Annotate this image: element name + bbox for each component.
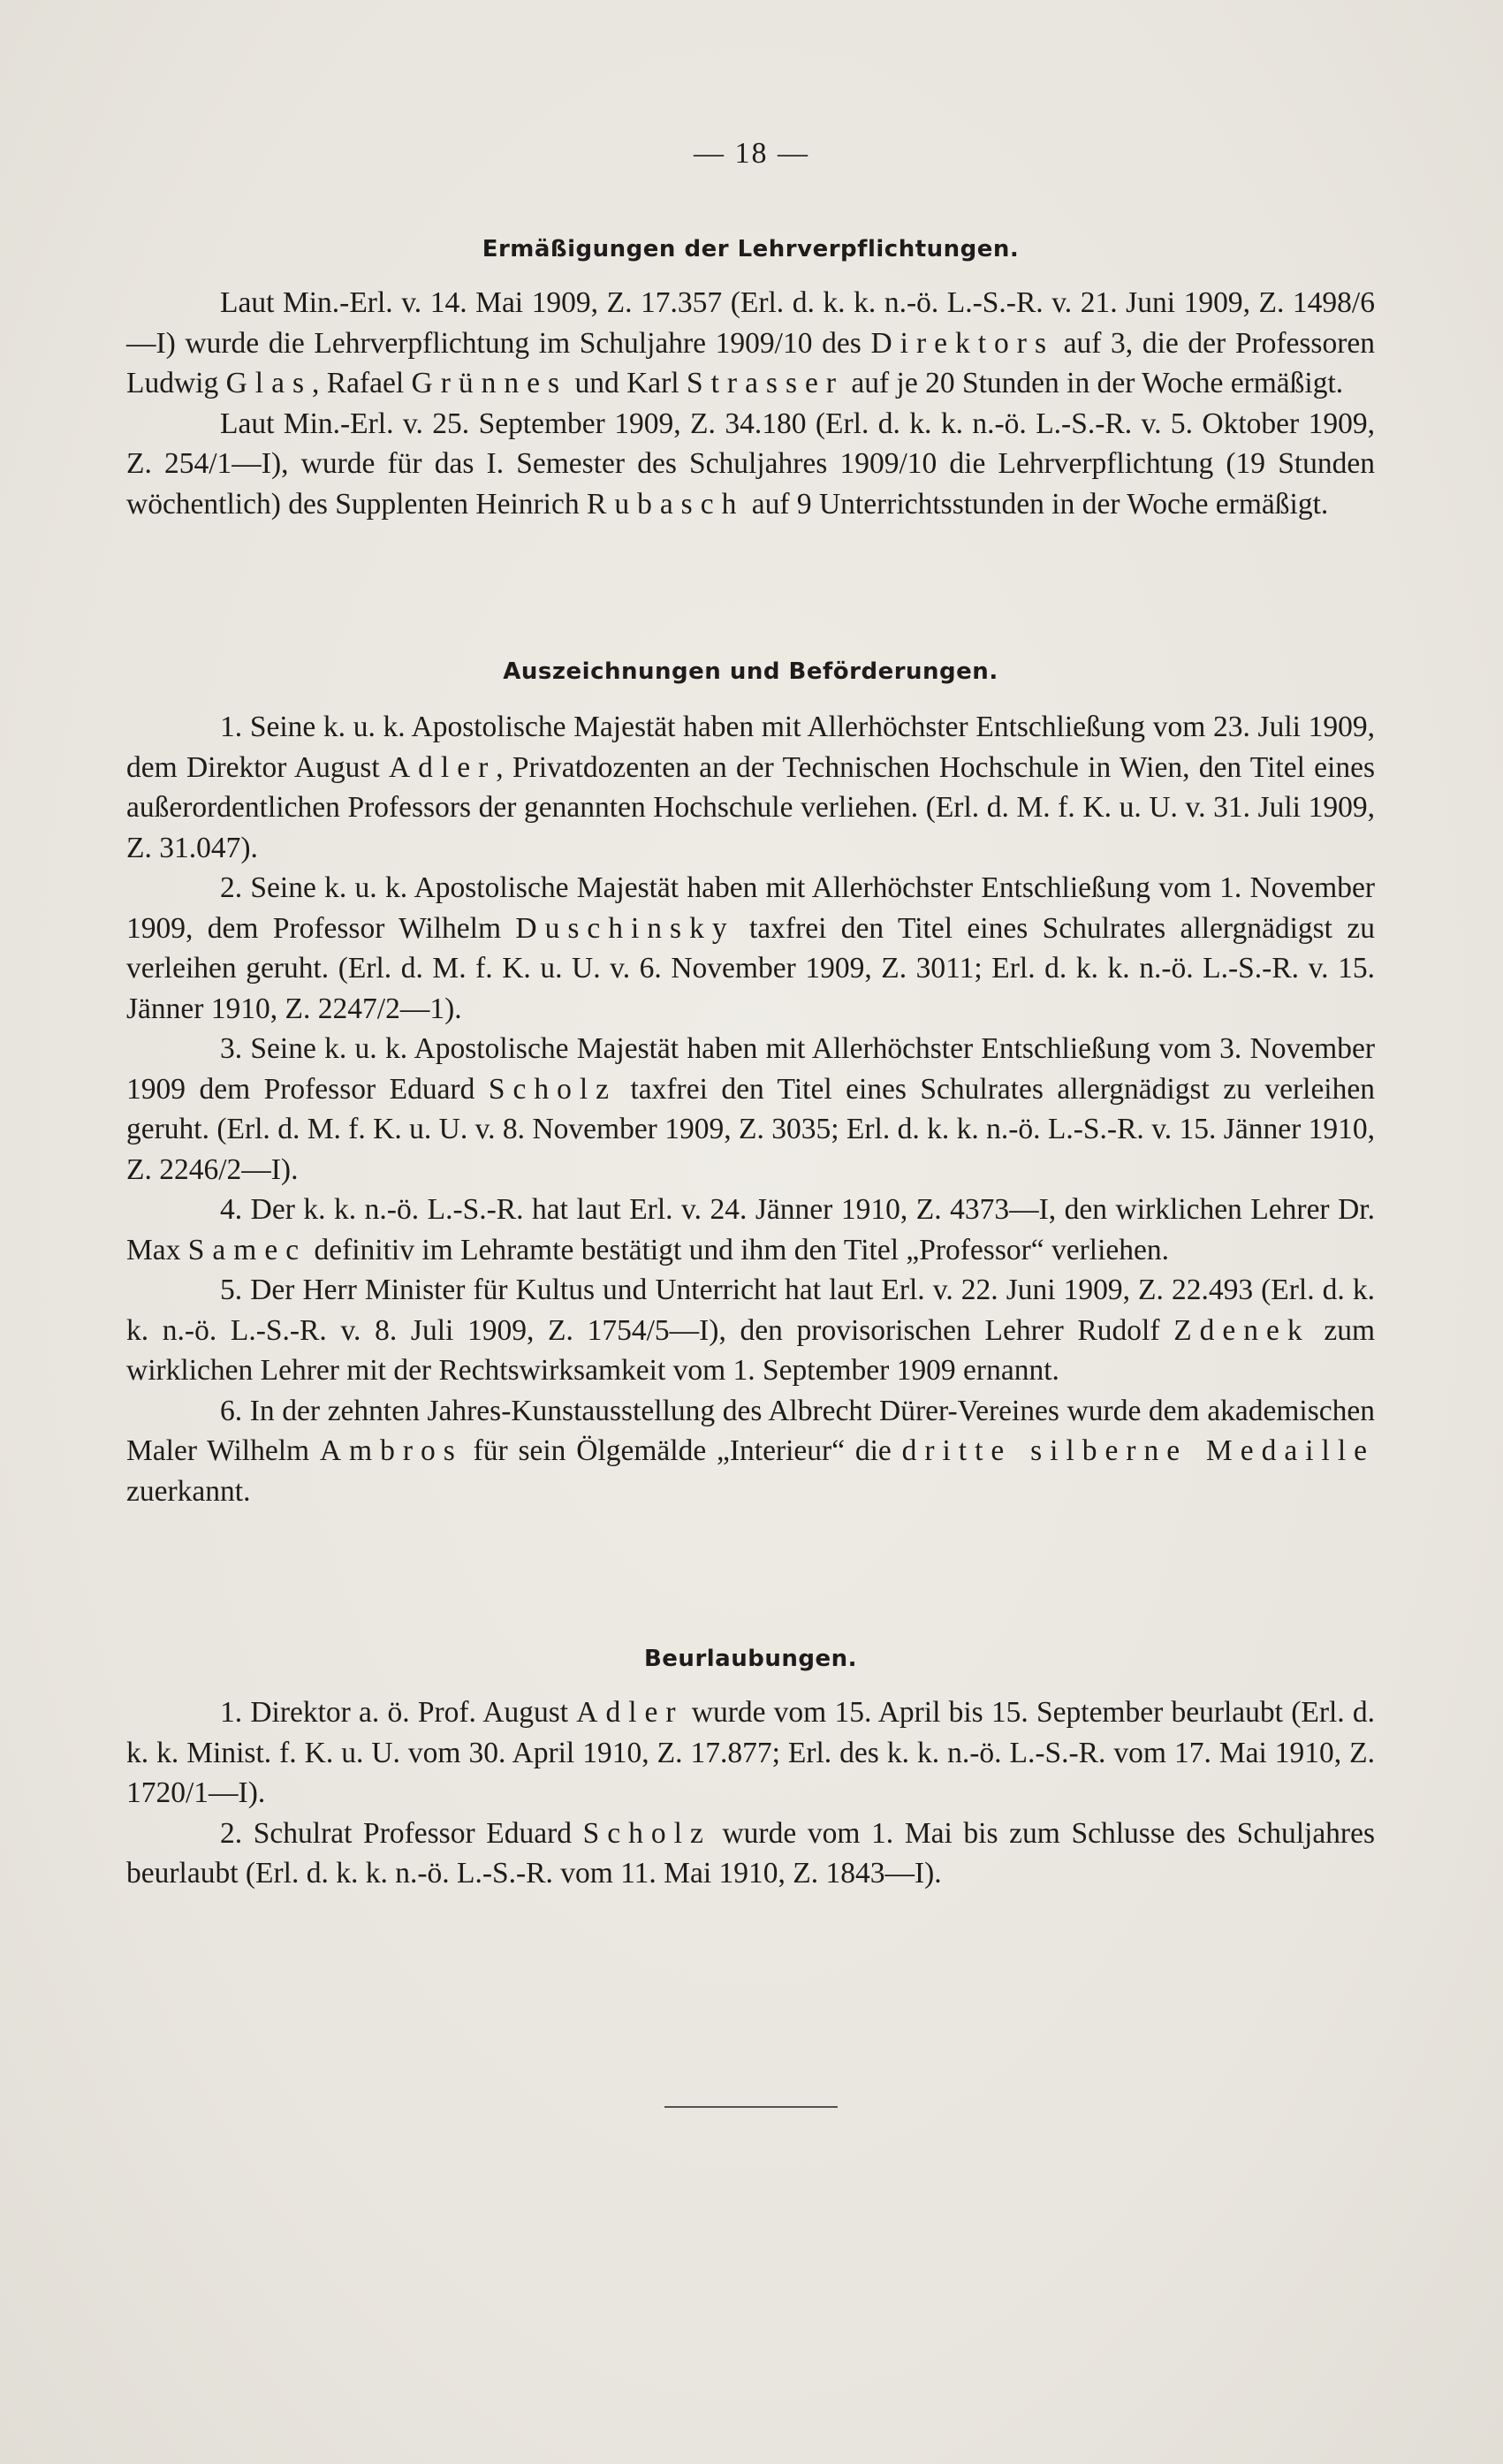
- section-beurlaubungen-body: [126, 1692, 1375, 1894]
- page-number: — 18 —: [694, 137, 809, 170]
- section-ermaessigungen: [126, 236, 1375, 262]
- closing-rule: [664, 2106, 838, 2108]
- section-heading: Ermäßigungen der Lehrverpflichtungen.: [482, 236, 1020, 262]
- list-item: 5. Der Herr Minister für Kultus und Unterricht hat laut Erl. v. 22. Juni 1909, Z. 22.493 (Erl. d. k. k. n.-ö. L.-S.-R. v. 8. Juli 1909, Z. 1754/5—I), den provisorischen Lehrer Rudolf Zdenek zum wirklichen Lehrer mit der Rechtswirksamkeit vom 1. September 1909 ernannt.: [126, 1274, 1376, 1387]
- list-item: 4. Der k. k. n.-ö. L.-S.-R. hat laut Erl. v. 24. Jänner 1910, Z. 4373—I, den wirklichen Lehrer Dr. Max Samec definitiv im Lehramte bestätigt und ihm den Titel „Professor“ verliehen.: [126, 1193, 1375, 1266]
- section-heading: Auszeichnungen und Beförderungen.: [503, 658, 998, 685]
- list-item: 2. Seine k. u. k. Apostolische Majestät haben mit Allerhöchster Entschließung vom 1. November 1909, dem Professor Wilhelm Duschinsky taxfrei den Titel eines Schulrates allergnädigst zu verleihen geruht. (Erl. d. M. f. K. u. U. v. 6. November 1909, Z. 3011; Erl. d. k. k. n.-ö. L.-S.-R. v. 15. Jänner 1910, Z. 2247/2—1).: [126, 871, 1375, 1025]
- list-item: 1. Direktor a. ö. Prof. August Adler wurde vom 15. April bis 15. September beurlaubt (Erl. d. k. k. Minist. f. K. u. U. vom 30. April 1910, Z. 17.877; Erl. des k. k. n.-ö. L.-S.-R. vom 17. Mai 1910, Z. 1720/1—I).: [126, 1696, 1375, 1809]
- paragraph: Laut Min.-Erl. v. 25. September 1909, Z. 34.180 (Erl. d. k. k. n.-ö. L.-S.-R. v. 5. Oktober 1909, Z. 254/1—I), wurde für das I. Semester des Schuljahres 1909/10 die Lehrverpflichtung (19 Stunden wöchentlich) des Supplenten Heinrich Rubasch auf 9 Unterrichtsstunden in der Woche ermäßigt.: [126, 407, 1375, 521]
- paragraph: Laut Min.-Erl. v. 14. Mai 1909, Z. 17.357 (Erl. d. k. k. n.-ö. L.-S.-R. v. 21. Juni 1909, Z. 1498/6—I) wurde die Lehrverpflichtung im Schuljahre 1909/10 des Direktors auf 3, die der Professoren Ludwig Glas, Rafael Grünnes und Karl Strasser auf je 20 Stunden in der Woche ermäßigt.: [126, 286, 1375, 399]
- section-auszeichnungen-body: [126, 707, 1375, 1511]
- section-auszeichnungen: [126, 658, 1375, 685]
- list-item: 6. In der zehnten Jahres-Kunstausstellung des Albrecht Dürer-Vereines wurde dem akademischen Maler Wilhelm Ambros für sein Ölgemälde „Interieur“ die dritte silberne Medaille zuerkannt.: [126, 1394, 1375, 1508]
- section-beurlaubungen: [126, 1646, 1375, 1672]
- section-heading: Beurlaubungen.: [643, 1646, 857, 1672]
- section-ermaessigungen-body: [126, 283, 1375, 524]
- list-item: 1. Seine k. u. k. Apostolische Majestät haben mit Allerhöchster Entschließung vom 23. Juli 1909, dem Direktor August Adler, Privatdozenten an der Technischen Hochschule in Wien, den Titel eines außerordentlichen Professors der genannten Hochschule verliehen. (Erl. d. M. f. K. u. U. v. 31. Juli 1909, Z. 31.047).: [126, 711, 1375, 864]
- list-item: 3. Seine k. u. k. Apostolische Majestät haben mit Allerhöchster Entschließung vom 3. November 1909 dem Professor Eduard Scholz taxfrei den Titel eines Schulrates allergnädigst zu verleihen geruht. (Erl. d. M. f. K. u. U. v. 8. November 1909, Z. 3035; Erl. d. k. k. n.-ö. L.-S.-R. v. 15. Jänner 1910, Z. 2246/2—I).: [126, 1032, 1375, 1186]
- list-item: 2. Schulrat Professor Eduard Scholz wurde vom 1. Mai bis zum Schlusse des Schuljahres beurlaubt (Erl. d. k. k. n.-ö. L.-S.-R. vom 11. Mai 1910, Z. 1843—I).: [126, 1816, 1375, 1890]
